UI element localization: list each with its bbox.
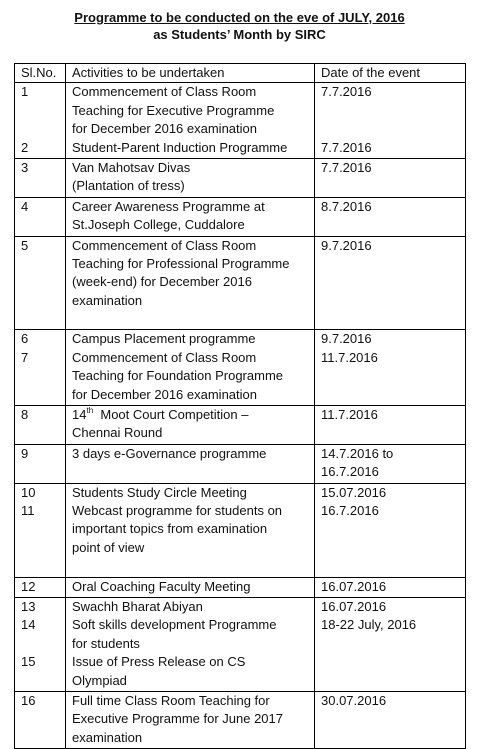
- cell-line: [321, 216, 465, 234]
- sl-no-cell: [15, 158, 66, 197]
- cell-line: [21, 463, 65, 481]
- cell-line: examination: [72, 292, 143, 308]
- cell-line: [321, 102, 465, 120]
- cell-line: 9.7.2016: [321, 331, 372, 347]
- cell-line: [321, 672, 465, 690]
- cell-line: 7.7.2016: [321, 84, 372, 100]
- cell-line: important topics from examination: [72, 521, 268, 537]
- activity-cell: [66, 577, 315, 597]
- cell-line: [72, 463, 314, 481]
- sl-no-cell: [15, 330, 66, 406]
- header-date: Date of the event: [315, 64, 466, 83]
- cell-line: [321, 653, 465, 671]
- table-row: [15, 83, 466, 159]
- cell-line: 14.7.2016 to: [321, 445, 394, 461]
- cell-line: [321, 635, 465, 653]
- cell-line: Student-Parent Induction Programme: [72, 139, 288, 155]
- cell-line: Career Awareness Programme at: [72, 198, 265, 214]
- cell-line: [321, 424, 465, 442]
- date-cell: [315, 691, 466, 748]
- cell-line: 7.7.2016: [321, 159, 372, 175]
- cell-line: [321, 367, 465, 385]
- cell-line: for December 2016 examination: [72, 121, 257, 137]
- cell-line: [21, 273, 65, 291]
- cell-line: [21, 635, 65, 653]
- cell-line: Webcast programme for students on: [72, 502, 283, 518]
- sl-no-cell: [15, 83, 66, 159]
- cell-line: [21, 424, 65, 442]
- cell-line: [321, 386, 465, 404]
- activity-cell: [66, 236, 315, 330]
- table-row: [15, 597, 466, 691]
- cell-line: 7.7.2016: [321, 139, 372, 155]
- cell-line: 11.7.2016: [321, 407, 378, 423]
- cell-line: [21, 102, 65, 120]
- cell-line: [21, 710, 65, 728]
- sl-no-cell: [15, 577, 66, 597]
- cell-line: 2: [21, 139, 29, 155]
- cell-line: 11.7.2016: [321, 349, 378, 365]
- cell-line: [321, 292, 465, 310]
- sl-no-cell: [15, 197, 66, 236]
- table-row: [15, 577, 466, 597]
- cell-line: [321, 273, 465, 291]
- cell-line: (week-end) for December 2016: [72, 274, 252, 290]
- table-row: [15, 158, 466, 197]
- cell-line: Commencement of Class Room: [72, 84, 257, 100]
- cell-line: 9: [21, 445, 29, 461]
- cell-line: [21, 520, 65, 538]
- activity-cell: [66, 444, 315, 483]
- cell-line: 3 days e-Governance programme: [72, 445, 267, 461]
- activity-cell: [66, 158, 315, 197]
- cell-line: 9.7.2016: [321, 237, 372, 253]
- cell-line: [21, 216, 65, 234]
- date-cell: [315, 83, 466, 159]
- title-line-1: Programme to be conducted on the eve of JULY, 2016: [74, 10, 405, 25]
- date-cell: [315, 483, 466, 577]
- cell-line: for students: [72, 635, 140, 651]
- table-row: [15, 330, 466, 406]
- cell-line: Full time Class Room Teaching for: [72, 692, 270, 708]
- cell-line: [321, 710, 465, 728]
- cell-line: [321, 729, 465, 747]
- cell-line: [321, 539, 465, 557]
- cell-line: [21, 672, 65, 690]
- date-cell: [315, 577, 466, 597]
- cell-line: [321, 520, 465, 538]
- cell-line: [21, 177, 65, 195]
- sl-no-cell: [15, 691, 66, 748]
- table-row: [15, 691, 466, 748]
- header-activity: Activities to be undertaken: [66, 64, 315, 83]
- table-row: [15, 197, 466, 236]
- cell-line: 13: [21, 598, 36, 614]
- activity-cell: [66, 83, 315, 159]
- cell-line: Teaching for Executive Programme: [72, 102, 275, 118]
- cell-line: Teaching for Professional Programme: [72, 255, 290, 271]
- cell-line: Issue of Press Release on CS: [72, 654, 246, 670]
- activity-cell: [66, 691, 315, 748]
- cell-line: examination: [72, 729, 143, 745]
- cell-line: 18-22 July, 2016: [321, 617, 417, 633]
- cell-line: [321, 177, 465, 195]
- date-cell: [315, 158, 466, 197]
- cell-line: point of view: [72, 539, 145, 555]
- cell-line: Commencement of Class Room: [72, 237, 257, 253]
- cell-line: 16.7.2016: [321, 502, 379, 518]
- cell-line: [21, 292, 65, 310]
- sl-no-cell: [15, 406, 66, 445]
- date-cell: [315, 330, 466, 406]
- table-row: [15, 444, 466, 483]
- cell-line: 10: [21, 484, 36, 500]
- cell-line: [321, 255, 465, 273]
- cell-line: Soft skills development Programme: [72, 617, 277, 633]
- cell-line: Commencement of Class Room: [72, 349, 257, 365]
- activity-cell: [66, 597, 315, 691]
- cell-line: 16.07.2016: [321, 578, 387, 594]
- cell-line: [21, 255, 65, 273]
- document-title: [0, 9, 479, 43]
- date-cell: [315, 444, 466, 483]
- cell-line: Chennai Round: [72, 425, 163, 441]
- cell-line: 16.7.2016: [321, 464, 379, 480]
- cell-line: Students Study Circle Meeting: [72, 484, 247, 500]
- cell-line: 16: [21, 692, 36, 708]
- cell-line: 11: [21, 502, 35, 518]
- table-row: [15, 406, 466, 445]
- cell-line: 15: [21, 654, 36, 670]
- cell-line: 5: [21, 237, 29, 253]
- cell-line: 12: [21, 578, 36, 594]
- cell-line: 30.07.2016: [321, 692, 387, 708]
- activity-cell: [66, 330, 315, 406]
- cell-line: Olympiad: [72, 672, 127, 688]
- date-cell: [315, 236, 466, 330]
- cell-line: Campus Placement programme: [72, 331, 256, 347]
- cell-line: 8.7.2016: [321, 198, 372, 214]
- date-cell: [315, 406, 466, 445]
- cell-line: [21, 120, 65, 138]
- table-row: [15, 483, 466, 577]
- cell-line: 4: [21, 198, 29, 214]
- date-cell: [315, 597, 466, 691]
- cell-line: Swachh Bharat Abiyan: [72, 598, 203, 614]
- title-line-2: as Students’ Month by SIRC: [153, 27, 326, 42]
- cell-line: (Plantation of tress): [72, 178, 185, 194]
- sl-no-cell: [15, 597, 66, 691]
- cell-line: 16.07.2016: [321, 598, 387, 614]
- cell-line: Oral Coaching Faculty Meeting: [72, 578, 251, 594]
- activity-cell: [66, 197, 315, 236]
- sl-no-cell: [15, 444, 66, 483]
- header-sl-no: Sl.No.: [15, 64, 66, 83]
- cell-line: 15.07.2016: [321, 484, 387, 500]
- table-header-row: [15, 64, 466, 83]
- cell-line: [21, 367, 65, 385]
- cell-line: St.Joseph College, Cuddalore: [72, 217, 245, 233]
- cell-line: 1: [21, 84, 29, 100]
- table-row: [15, 236, 466, 330]
- cell-line: [21, 386, 65, 404]
- cell-line: 8: [21, 407, 29, 423]
- cell-line: [21, 729, 65, 747]
- cell-line: [21, 539, 65, 557]
- cell-line: for December 2016 examination: [72, 386, 257, 402]
- sl-no-cell: [15, 483, 66, 577]
- cell-line: 14: [21, 617, 36, 633]
- cell-line: 3: [21, 159, 29, 175]
- cell-line: 6: [21, 331, 29, 347]
- cell-line: [321, 120, 465, 138]
- date-cell: [315, 197, 466, 236]
- sl-no-cell: [15, 236, 66, 330]
- activity-cell: [66, 483, 315, 577]
- cell-line: 7: [21, 349, 29, 365]
- cell-line: Teaching for Foundation Programme: [72, 368, 284, 384]
- cell-line: Van Mahotsav Divas: [72, 159, 191, 175]
- cell-line: Executive Programme for June 2017: [72, 711, 283, 727]
- cell-line: 14th Moot Court Competition –: [72, 405, 249, 423]
- activity-cell: [66, 406, 315, 445]
- schedule-table: [14, 63, 466, 749]
